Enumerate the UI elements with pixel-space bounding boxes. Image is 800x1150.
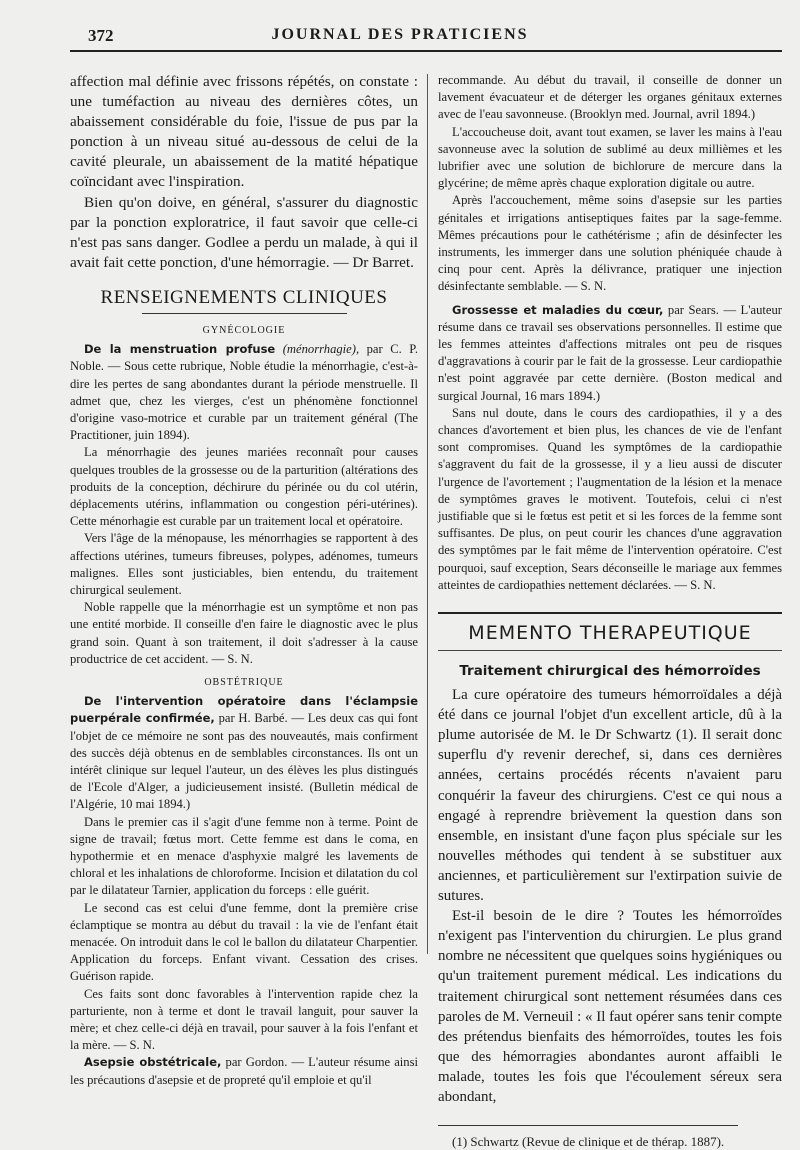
gyn-item-lead: par C. P. Noble. — Sous cette rubrique, Noble étudie la ménorrhagie, c'est-à-dire les pertes de sang abondantes durant la période menstruelle. Il admet que, chez les vierges, c'est un phénomène fonctionnel d'origine vaso-motrice et curable par un traitement général (The Practitioner, juin 1894). — [70, 342, 419, 443]
grossesse-paragraph: Sans nul doute, dans le cours des cardiopathies, il y a des chances d'avortement et bien plus, les chances de vie de l'enfant sont compromises. Quand les symptômes de la cardiopathie s'aggravent du fait de la grossesse, il y a lieu aussi de discuter l'urgence de l'avortement ; l'augmentation de la lésion et la menace de symptômes graves le motivent. Toutefois, celui ci n'est justifiable que si le fœtus est petit et si les forces de la femme sont suffisantes. De plus, on peut courir les chances d'une aggravation des symptômes par le fait même de l'intervention opératoire. C'est pourquoi, sauf exception, Sears déconseille le mariage aux femmes atteintes de cardiopathies nettement déclarées. — S. N. — [438, 405, 782, 592]
memento-paragraph: La cure opératoire des tumeurs hémorroïdales a déjà été dans ce journal l'objet d'un excellent article, dû à la plume autorisée de M. le Dr Schwartz (1). Il serait donc superflu d'y revenir derechef, si, dans ces dernières années, certains procédés récents n'avaient paru conquérir la faveur des chirurgiens. C'est ce qui nous a engagé à reprendre brièvement la question dans son ensemble, en insistant d'une façon plus spéciale sur les nouvelles méthodes qui tendent à se substituer aux anciennes, et particulièrement sur l'extirpation suivie de sutures. — [438, 687, 782, 905]
obs-item-lead: par H. Barbé. — Les deux cas qui font l'objet de ce mémoire ne sont pas des nouveautés, mais confirment des succès déjà obtenus en de semblables circonstances. Ils ont un intérêt clinique sur lequel l'auteur, un des élèves les plus distingués de l'Ecole d'Alger, a judicieusement insisté. (Bulletin médical de l'Algérie, 10 mai 1894.) — [70, 711, 418, 812]
asepsie-paragraph: Après l'accouchement, même soins d'asepsie sur les parties génitales et irrigations antiseptiques faites par la sage-femme. Mêmes précautions pour le cathétérisme ; afin de désinfecter les instruments, les immerger dans une solution phéniquée chaude à cinq pour cent. Après la délivrance, pratiquer une injection désinfectante semblable. — S. N. — [438, 193, 782, 294]
obs-paragraph: Dans le premier cas il s'agit d'une femme non à terme. Point de signe de travail; fœtus mort. Cette femme est dans le coma, en hypothermie et en menace d'asphyxie malgré les lavements de chloral et les inhalations de chloroforme. Incision et dilatation du col par le dilatateur Tarnier, application du forceps : elle guérit. — [70, 814, 418, 898]
obstetrics-heading: OBSTÉTRIQUE — [204, 677, 284, 688]
intro-paragraph-1: affection mal définie avec frissons répétés, on constate : une tuméfaction au niveau des dernières côtes, un abaissement considérable du foie, l'issue de pus par la ponction à un niveau situé au-dessous de celui de la cavité pleurale, un abaissement de la matité hépatique coïncidant avec l'inspiration. — [70, 73, 418, 191]
right-articles-block — [438, 72, 782, 594]
memento-title: MEMENTO THERAPEUTIQUE — [468, 622, 752, 645]
memento-subtitle: Traitement chirurgical des hémorroïdes — [459, 663, 761, 680]
left-column — [70, 72, 418, 1089]
asepsie-continuation: recommande. Au début du travail, il conseille de donner un lavement évacuateur et de déterger les organes génitaux externes avec de l'eau savonneuse. (Brooklyn med. Journal, avril 1894.) — [438, 73, 782, 122]
asepsie-item-title: Asepsie obstétricale, — [84, 1055, 222, 1070]
gyn-item-title-italic: (ménorrhagie), — [282, 342, 360, 357]
footnote-rule — [438, 1125, 738, 1126]
obs-paragraph: Ces faits sont donc favorables à l'intervention rapide chez la parturiente, non à terme et dont le travail languit, pour sauver la mère; et chez celle-ci déjà en travail, pour sauver à la fois l'enfant et la mère. — S. N. — [70, 986, 418, 1053]
obs-paragraph: Le second cas est celui d'une femme, dont la première crise éclamptique se montra au début du travail : la vie de l'enfant était menacée. On introduit dans le col le ballon du dilatateur Charpentier. Application du forceps. Enfant vivant. Cessation des crises. Guérison rapide. — [70, 900, 418, 984]
gyn-paragraph: Noble rappelle que la ménorrhagie est un symptôme et non pas une entité morbide. Il conseille d'en faire le diagnostic avec le plus grand soin. Quant à son traitement, il doit s'adresser à la cause productrice de cet accident. — S. N. — [70, 600, 418, 666]
page-number: 372 — [88, 26, 114, 45]
intro-block — [70, 72, 418, 273]
gyn-item-title: De la menstruation profuse — [84, 342, 276, 357]
asepsie-item-lead: par Gordon. — L'auteur résume ainsi les précautions d'asepsie et de propreté qu'il emploie et qu'il — [70, 1055, 418, 1087]
memento-bottom-rule — [438, 650, 782, 651]
intro-paragraph-2: Bien qu'on doive, en général, s'assurer du diagnostic par la ponction exploratrice, il faut savoir que celle-ci n'est pas sans danger. Godlee a perdu un malade, à qui il avait fait cette ponction, d'une hémorragie. — Dr Barret. — [70, 193, 418, 271]
column-divider — [427, 74, 428, 954]
obs-item-title: De l'intervention opératoire dans l'éclampsie puerpérale confirmée, — [70, 694, 418, 726]
memento-paragraph: Est-il besoin de le dire ? Toutes les hémorroïdes n'exigent pas l'intervention du chirurgien. Le plus grand nombre ne nécessitent que quelques soins hygiéniques ou qu'un traitement purement médical. Les indications du traitement chirurgical sont nettement résumées dans ces paroles de M. Verneuil : « Il faut opérer sans tenir compte des prétendus bienfaits des hémorroïdes, toutes les fois que des hémorragies abondantes auront affaibli le malade, toutes les fois que l'écoulement séreux sera abondant, — [438, 908, 782, 1105]
section-rule — [142, 313, 347, 314]
section-title: RENSEIGNEMENTS CLINIQUES — [100, 286, 388, 308]
gyn-paragraph: La ménorrhagie des jeunes mariées reconnaît pour causes quelques troubles de la grossesse ou de la parturition (altérations des produits de la conception, déchirure du périnée ou du col utérin, déplacements utérins, inflammation ou congestion péri-utérines). Cette ménorhagie est curable par un traitement local et opératoire. — [70, 445, 418, 529]
gynecology-block — [70, 322, 418, 1089]
grossesse-item-title: Grossesse et maladies du cœur, — [452, 302, 664, 317]
footnote: (1) Schwartz (Revue de clinique et de thérap. 1887). — [452, 1134, 725, 1150]
running-title: JOURNAL DES PRATICIENS — [271, 26, 529, 43]
header-rule — [70, 50, 782, 52]
page-header — [0, 22, 800, 48]
memento-top-rule — [438, 612, 782, 614]
grossesse-item-lead: par Sears. — L'auteur résume dans ce travail ses observations personnelles. Il estime que les femmes atteintes d'affections mitrales ont peu de risques d'aggravations à courir par le fait de la grossesse. Leur cardiopathie n'est point aggravée par cette dernière. (Boston medical and surgical Journal, 16 mars 1894.) — [438, 302, 782, 403]
asepsie-paragraph: L'accoucheuse doit, avant tout examen, se laver les mains à l'eau savonneuse avec la solution de sublimé au deux millièmes et les lubrifier avec une solution de bichlorure de mercure dans la glycérine; de même après chaque exploration digitale ou autre. — [438, 124, 782, 191]
memento-body — [438, 685, 782, 1107]
gyn-paragraph: Vers l'âge de la ménopause, les ménorrhagies se rapportent à des affections utérines, tumeurs fibreuses, polypes, adénomes, tumeurs malignes. Elles sont justiciables, bien entendu, du traitement chirurgical seulement. — [70, 531, 418, 597]
right-column — [438, 72, 782, 1150]
gynecology-heading: GYNÉCOLOGIE — [202, 324, 286, 336]
